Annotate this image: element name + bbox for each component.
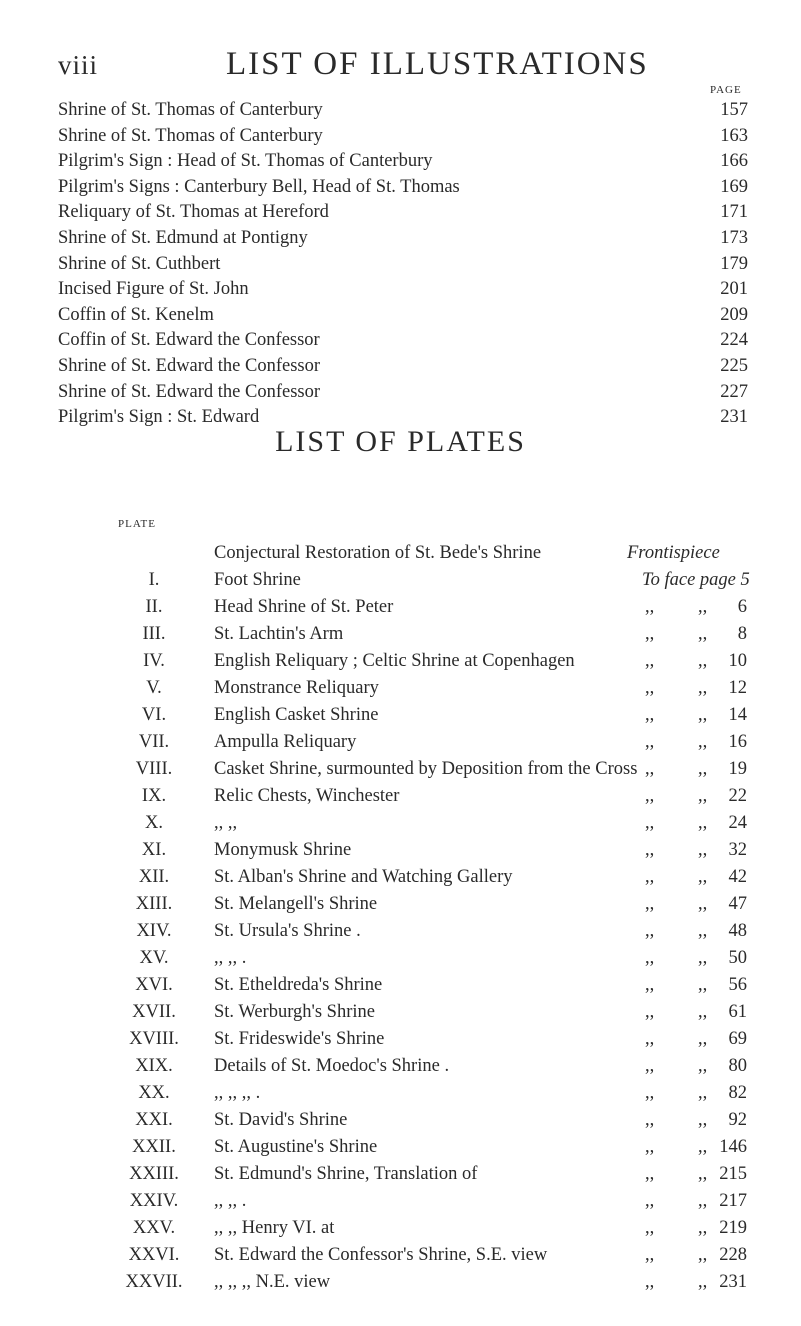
plates-heading: LIST OF PLATES (275, 425, 526, 458)
plate-reference: Frontispiece (627, 543, 720, 563)
plate-entry (0, 1134, 801, 1161)
plate-ditto: ,, (645, 1272, 655, 1292)
plate-page: 231 (719, 1272, 747, 1292)
plate-page: 16 (728, 732, 747, 752)
illustration-entry (58, 252, 748, 278)
plate-ditto: ,, (645, 624, 655, 644)
illustration-entry (58, 277, 748, 303)
plate-ditto: ,, (698, 1029, 708, 1049)
plate-page: 14 (728, 705, 747, 725)
illustration-entry (58, 124, 748, 150)
plate-number: IX. (141, 786, 167, 806)
plate-ditto: ,, (698, 786, 708, 806)
plate-page: 80 (728, 1056, 747, 1076)
plate-ditto: ,, (645, 732, 655, 752)
plate-page: 19 (728, 759, 747, 779)
plate-ditto: ,, (645, 975, 655, 995)
plate-title: St. Alban's Shrine and Watching Gallery (214, 867, 513, 887)
plate-ditto: ,, (645, 786, 655, 806)
plate-ditto: ,, (698, 759, 708, 779)
plate-ditto: ,, (645, 840, 655, 860)
plate-number: XV. (139, 948, 169, 968)
plate-ditto: ,, (645, 1218, 655, 1238)
plate-entry (0, 783, 801, 810)
plate-ditto: ,, (698, 1272, 708, 1292)
plate-number: XIII. (135, 894, 173, 914)
plate-ditto: ,, (698, 624, 708, 644)
plate-ditto: ,, (698, 1110, 708, 1130)
plate-entry (0, 1161, 801, 1188)
plate-title: Casket Shrine, surmounted by Deposition from the Cross (214, 759, 638, 779)
plate-entry (0, 594, 801, 621)
plate-title: St. Frideswide's Shrine (214, 1029, 385, 1049)
plate-title: ,, ,, . (214, 948, 247, 968)
plate-number: XXI. (135, 1110, 173, 1130)
plate-ditto: ,, (698, 1083, 708, 1103)
plate-ditto: ,, (698, 894, 708, 914)
plate-title: St. Ursula's Shrine . (214, 921, 361, 941)
illustration-page: 224 (720, 330, 748, 351)
plate-entry (0, 567, 801, 594)
plate-page: 24 (728, 813, 747, 833)
plate-ditto: ,, (645, 759, 655, 779)
plate-number: XX. (138, 1083, 170, 1103)
page-folio: viii (58, 50, 99, 80)
plate-ditto: ,, (645, 813, 655, 833)
illustration-page: 227 (720, 381, 748, 402)
plate-page: 32 (728, 840, 747, 860)
illustration-title: Pilgrim's Sign : Head of St. Thomas of Canterbury (58, 151, 433, 172)
plate-page: 56 (728, 975, 747, 995)
plate-ditto: ,, (645, 867, 655, 887)
plate-entry (0, 1053, 801, 1080)
illustration-title: Shrine of St. Edward the Confessor (58, 355, 321, 376)
plate-title: Foot Shrine (214, 570, 301, 590)
plate-title: English Reliquary ; Celtic Shrine at Copenhagen (214, 651, 575, 671)
plate-page: 6 (737, 597, 747, 617)
running-title: LIST OF ILLUSTRATIONS (226, 46, 649, 82)
illustrations-list (58, 98, 748, 431)
plate-page: 215 (719, 1164, 747, 1184)
plate-entry (0, 1269, 801, 1296)
plate-entry (0, 945, 801, 972)
plate-number: XVI. (135, 975, 173, 995)
plate-entry (0, 972, 801, 999)
page-column-heading: PAGE (710, 84, 742, 96)
plate-reference: To face page 5 (642, 570, 750, 590)
plate-ditto: ,, (698, 1056, 708, 1076)
illustration-entry (58, 149, 748, 175)
illustration-title: Pilgrim's Signs : Canterbury Bell, Head of St. Thomas (58, 176, 460, 197)
illustration-page: 173 (720, 227, 748, 248)
plate-ditto: ,, (698, 678, 708, 698)
plate-title: ,, ,, (214, 813, 238, 833)
plate-ditto: ,, (698, 1218, 708, 1238)
illustration-title: Incised Figure of St. John (58, 279, 249, 300)
plate-entry (0, 891, 801, 918)
plate-number: IV. (143, 651, 165, 671)
plate-number: X. (145, 813, 163, 833)
plate-ditto: ,, (698, 921, 708, 941)
illustration-title: Shrine of St. Edward the Confessor (58, 381, 321, 402)
illustration-entry (58, 98, 748, 124)
plate-number: VIII. (135, 759, 173, 779)
plate-ditto: ,, (698, 1191, 708, 1211)
plate-page: 42 (728, 867, 747, 887)
plates-list (0, 540, 801, 1296)
plate-title: ,, ,, ,, N.E. view (214, 1272, 331, 1292)
plate-ditto: ,, (645, 1191, 655, 1211)
plate-page: 217 (719, 1191, 747, 1211)
plate-column-heading: PLATE (118, 518, 156, 530)
plate-page: 8 (737, 624, 747, 644)
plate-title: St. Edward the Confessor's Shrine, S.E. view (214, 1245, 548, 1265)
plate-title: St. Melangell's Shrine (214, 894, 378, 914)
plate-number: XVII. (132, 1002, 176, 1022)
plate-title: Monymusk Shrine (214, 840, 352, 860)
plate-entry (0, 756, 801, 783)
plate-entry (0, 621, 801, 648)
plate-number: XXV. (132, 1218, 176, 1238)
illustration-entry (58, 200, 748, 226)
plate-ditto: ,, (698, 840, 708, 860)
plate-ditto: ,, (645, 921, 655, 941)
plate-title: Ampulla Reliquary (214, 732, 357, 752)
plate-entry (0, 1188, 801, 1215)
plate-number: I. (148, 570, 160, 590)
plate-entry (0, 1080, 801, 1107)
plate-title: Conjectural Restoration of St. Bede's Shrine (214, 543, 542, 563)
illustration-title: Shrine of St. Thomas of Canterbury (58, 100, 323, 120)
illustration-entry (58, 303, 748, 329)
plate-page: 146 (719, 1137, 747, 1157)
plate-title: St. Etheldreda's Shrine (214, 975, 383, 995)
plate-title: ,, ,, ,, . (214, 1083, 261, 1103)
illustration-title: Pilgrim's Sign : St. Edward (58, 407, 260, 428)
plate-number: VI. (141, 705, 167, 725)
plate-page: 219 (719, 1218, 747, 1238)
plate-number: XII. (138, 867, 170, 887)
plate-number: XXIV. (129, 1191, 179, 1211)
plate-ditto: ,, (698, 867, 708, 887)
running-header (0, 46, 801, 90)
plate-entry (0, 810, 801, 837)
plate-number: XIV. (136, 921, 172, 941)
plate-ditto: ,, (645, 894, 655, 914)
illustration-title: Coffin of St. Kenelm (58, 304, 214, 325)
plate-number: XXII. (132, 1137, 176, 1157)
plate-entry (0, 999, 801, 1026)
plate-page: 47 (728, 894, 747, 914)
plate-ditto: ,, (698, 975, 708, 995)
plate-entry (0, 864, 801, 891)
illustration-entry (58, 354, 748, 380)
plate-number: III. (142, 624, 166, 644)
plate-entry (0, 918, 801, 945)
plate-ditto: ,, (698, 948, 708, 968)
plate-ditto: ,, (698, 1164, 708, 1184)
plate-title: English Casket Shrine (214, 705, 379, 725)
plate-page: 82 (728, 1083, 747, 1103)
plate-title: St. Werburgh's Shrine (214, 1002, 375, 1022)
plate-ditto: ,, (645, 1083, 655, 1103)
plate-ditto: ,, (645, 1137, 655, 1157)
plate-entry (0, 729, 801, 756)
plate-ditto: ,, (645, 1164, 655, 1184)
illustration-title: Reliquary of St. Thomas at Hereford (58, 202, 329, 223)
plate-number: XXVI. (128, 1245, 180, 1265)
plate-page: 22 (728, 786, 747, 806)
plate-number: XXIII. (129, 1164, 179, 1184)
plate-page: 228 (719, 1245, 747, 1265)
illustration-title: Coffin of St. Edward the Confessor (58, 330, 320, 351)
plate-ditto: ,, (698, 1245, 708, 1265)
plate-entry (0, 1107, 801, 1134)
plate-page: 61 (728, 1002, 747, 1022)
plate-title: St. Augustine's Shrine (214, 1137, 378, 1157)
plate-entry (0, 702, 801, 729)
plate-entry (0, 675, 801, 702)
illustration-page: 231 (720, 407, 748, 428)
illustration-page: 163 (720, 125, 748, 146)
plate-page: 12 (728, 678, 747, 698)
illustration-page: 157 (720, 100, 748, 120)
illustration-page: 171 (720, 202, 748, 223)
plate-entry (0, 648, 801, 675)
plate-ditto: ,, (698, 1002, 708, 1022)
plate-title: Head Shrine of St. Peter (214, 597, 394, 617)
illustration-entry (58, 175, 748, 201)
plate-ditto: ,, (645, 597, 655, 617)
illustration-page: 209 (720, 304, 748, 325)
plate-page: 69 (728, 1029, 747, 1049)
plate-ditto: ,, (645, 678, 655, 698)
illustration-page: 169 (720, 176, 748, 197)
plate-title: Relic Chests, Winchester (214, 786, 400, 806)
plate-entry (0, 1215, 801, 1242)
plate-entry (0, 1242, 801, 1269)
plate-entry (0, 540, 801, 567)
plate-page: 48 (728, 921, 747, 941)
plate-page: 10 (728, 651, 747, 671)
illustration-title: Shrine of St. Thomas of Canterbury (58, 125, 323, 146)
plate-title: Monstrance Reliquary (214, 678, 379, 698)
plate-title: ,, ,, . (214, 1191, 247, 1211)
plate-ditto: ,, (645, 1245, 655, 1265)
plate-ditto: ,, (645, 1056, 655, 1076)
plate-number: II. (145, 597, 163, 617)
plate-ditto: ,, (645, 705, 655, 725)
plate-ditto: ,, (698, 597, 708, 617)
illustration-page: 166 (720, 151, 748, 172)
illustration-page: 179 (720, 253, 748, 274)
plate-ditto: ,, (645, 948, 655, 968)
plate-title: St. Edmund's Shrine, Translation of (214, 1164, 478, 1184)
illustration-title: Shrine of St. Edmund at Pontigny (58, 227, 308, 248)
plate-page: 50 (728, 948, 747, 968)
plate-title: Details of St. Moedoc's Shrine . (214, 1056, 450, 1076)
plate-ditto: ,, (698, 651, 708, 671)
plate-number: XIX. (135, 1056, 173, 1076)
illustration-entry (58, 328, 748, 354)
illustration-entry (58, 226, 748, 252)
illustration-title: Shrine of St. Cuthbert (58, 253, 221, 274)
plate-number: XXVII. (125, 1272, 183, 1292)
plate-number: VII. (138, 732, 170, 752)
illustration-page: 201 (720, 279, 748, 300)
plate-ditto: ,, (698, 813, 708, 833)
plate-number: XI. (141, 840, 167, 860)
plate-ditto: ,, (645, 1002, 655, 1022)
plate-number: XVIII. (129, 1029, 179, 1049)
plate-ditto: ,, (698, 732, 708, 752)
plate-title: St. David's Shrine (214, 1110, 348, 1130)
illustration-entry (58, 380, 748, 406)
plate-ditto: ,, (645, 1110, 655, 1130)
plate-page: 92 (728, 1110, 747, 1130)
plate-number: V. (146, 678, 162, 698)
plate-ditto: ,, (645, 651, 655, 671)
illustration-page: 225 (720, 355, 748, 376)
plate-ditto: ,, (698, 705, 708, 725)
plate-title: ,, ,, Henry VI. at (214, 1218, 335, 1238)
plate-entry (0, 1026, 801, 1053)
plate-entry (0, 837, 801, 864)
plate-ditto: ,, (645, 1029, 655, 1049)
plate-ditto: ,, (698, 1137, 708, 1157)
plate-title: St. Lachtin's Arm (214, 624, 344, 644)
